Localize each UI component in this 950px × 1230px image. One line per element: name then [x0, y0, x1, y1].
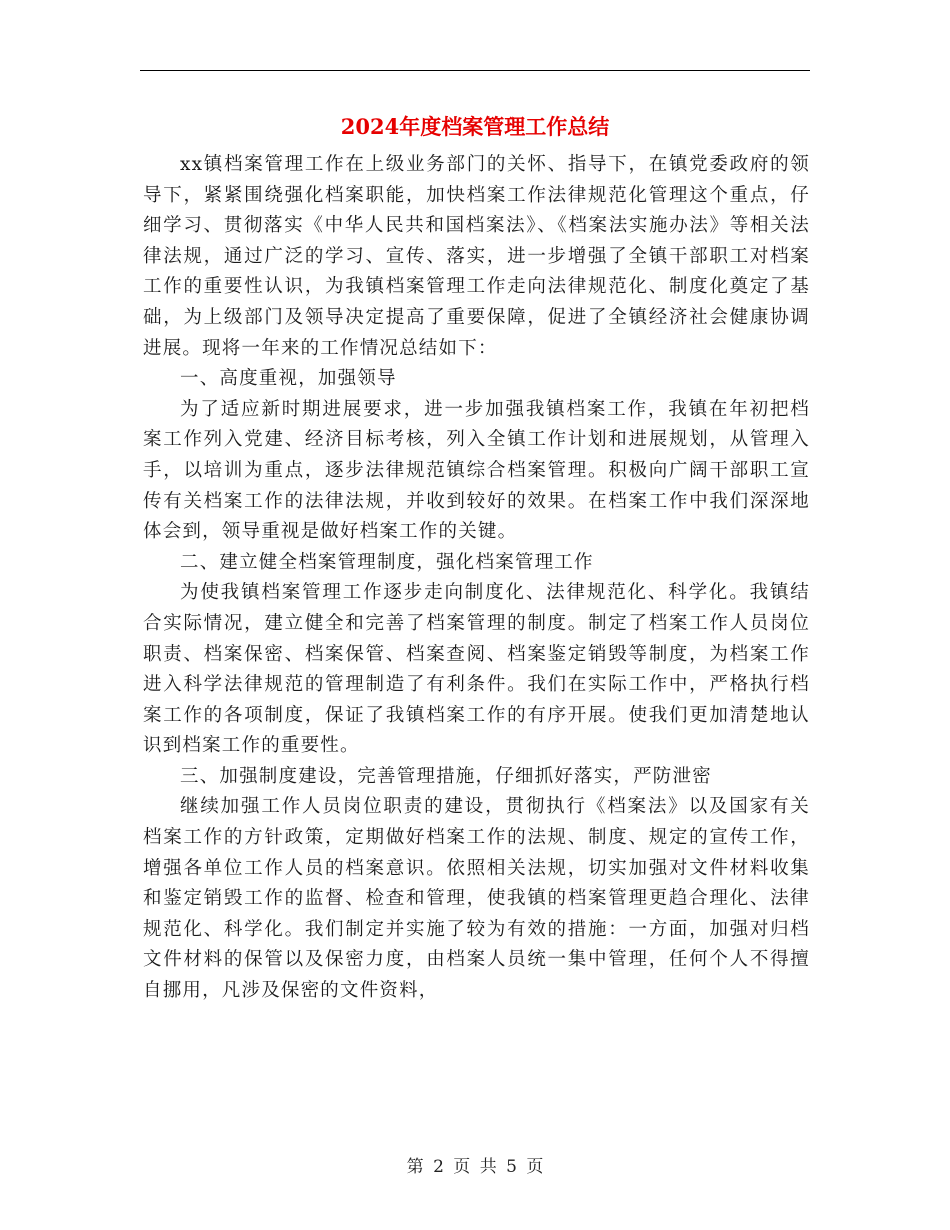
section-heading-3: 三、加强制度建设，完善管理措施，仔细抓好落实，严防泄密: [180, 765, 712, 787]
paragraph-section-2: 为使我镇档案管理工作逐步走向制度化、法律规范化、科学化。我镇结合实际情况，建立健全和完善了档案管理的制度。制定了档案工作人员岗位职责、档案保密、档案保管、档案查阅、档案鉴定销毁等制度，为档案工作进入科学法律规范的管理制造了有利条件。我们在实际工作中，严格执行档案工作的各项制度，保证了我镇档案工作的有序开展。使我们更加清楚地认识到档案工作的重要性。: [143, 582, 810, 757]
page-label-prefix: 第: [406, 1157, 424, 1177]
document-body: [143, 150, 810, 1007]
section-heading-2: 二、建立健全档案管理制度，强化档案管理工作: [180, 551, 594, 573]
page-label-suffix: 页: [526, 1157, 544, 1177]
page-footer: [0, 1152, 950, 1177]
paragraph-intro: xx镇档案管理工作在上级业务部门的关怀、指导下，在镇党委政府的领导下，紧紧围绕强化档案职能，加快档案工作法律规范化管理这个重点，仔细学习、贯彻落实《中华人民共和国档案法》、《档案法实施办法》等相关法律法规，通过广泛的学习、宣传、落实，进一步增强了全镇干部职工对档案工作的重要性认识，为我镇档案管理工作走向法律规范化、制度化奠定了基础，为上级部门及领导决定提高了重要保障，促进了全镇经济社会健康协调进展。现将一年来的工作情况总结如下：: [143, 154, 810, 359]
current-page-number: 2: [433, 1157, 444, 1177]
paragraph-section-3: 继续加强工作人员岗位职责的建设，贯彻执行《档案法》以及国家有关档案工作的方针政策，定期做好档案工作的法规、制度、规定的宣传工作，增强各单位工作人员的档案意识。依照相关法规，切实加强对文件材料收集和鉴定销毁工作的监督、检查和管理，使我镇的档案管理更趋合理化、法律规范化、科学化。我们制定并实施了较为有效的措施：一方面，加强对归档文件材料的保管以及保密力度，由档案人员统一集中管理，任何个人不得擅自挪用，凡涉及保密的文件资料，: [143, 796, 810, 1002]
total-pages-number: 5: [506, 1157, 517, 1177]
header-rule: [140, 70, 810, 71]
page-label-mid: 页: [453, 1157, 471, 1177]
paragraph-section-1: 为了适应新时期进展要求，进一步加强我镇档案工作，我镇在年初把档案工作列入党建、经济目标考核，列入全镇工作计划和进展规划，从管理入手，以培训为重点，逐步法律规范镇综合档案管理。积极向广阔干部职工宣传有关档案工作的法律法规，并收到较好的效果。在档案工作中我们深深地体会到，领导重视是做好档案工作的关键。: [143, 398, 810, 543]
document-title: 2024年度档案管理工作总结: [340, 114, 610, 139]
section-heading-1: 一、高度重视，加强领导: [180, 368, 397, 390]
page-label-total-prefix: 共: [479, 1157, 497, 1177]
